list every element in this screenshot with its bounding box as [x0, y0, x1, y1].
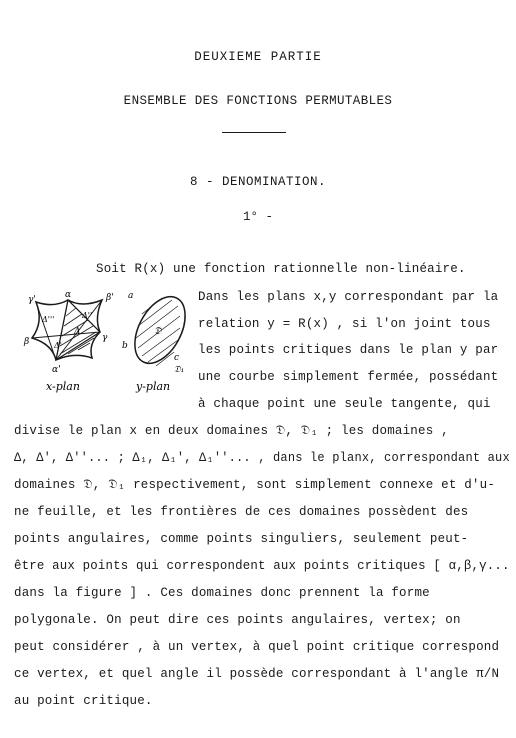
label-alpha-prime: α' [52, 365, 61, 375]
text-line-4: les points critiques dans le plan y par [198, 343, 499, 357]
text-line-10: ne feuille, et les frontières de ces domaines possèdent des [14, 505, 469, 519]
label-beta: β [24, 337, 30, 347]
text-line-14: polygonale. On peut dire ces points angulaires, vertex; on [14, 613, 461, 627]
text-line-7: divise le plan x en deux domaines 𝔇, 𝔇₁ ; les domaines , [14, 424, 449, 438]
section-heading: 8 - DENOMINATION. [189, 175, 327, 189]
label-delta-double: Δ'' [82, 311, 93, 320]
text-line-11: points angulaires, comme points singuliers, seulement peut- [14, 532, 469, 546]
text-line-3: relation y = R(x) , si l'on joint tous [198, 317, 491, 331]
label-c: c [174, 353, 180, 363]
y-plan-caption: y-plan [136, 380, 171, 393]
label-a: a [128, 291, 134, 301]
part-subtitle: ENSEMBLE DES FONCTIONS PERMUTABLES [123, 94, 393, 108]
label-gamma: γ [102, 333, 108, 343]
label-beta-prime: β' [106, 293, 114, 303]
text-line-5: une courbe simplement fermée, possédant [198, 370, 499, 384]
label-D1: 𝔇₁ [174, 365, 185, 375]
text-line-6: à chaque point une seule tangente, qui [198, 397, 491, 411]
title-underline [222, 132, 286, 133]
text-line-13: dans la figure ] . Ces domaines donc prennent la forme [14, 586, 430, 600]
text-line-8: Δ, Δ', Δ''... ; Δ₁, Δ₁', Δ₁''... , dans le planx, correspondant aux [14, 451, 510, 465]
text-line-15: peut considérer , à un vertex, à quel point critique correspond [14, 640, 500, 654]
text-line-1: Soit R(x) une fonction rationnelle non-linéaire. [96, 262, 466, 276]
figure-x-y-plan [16, 286, 198, 398]
text-line-16: ce vertex, et quel angle il possède correspondant à l'angle π/N [14, 667, 500, 681]
text-line-12: être aux points qui correspondent aux points critiques [ α,β,γ... [14, 559, 510, 573]
label-delta-triple: Δ''' [42, 315, 55, 324]
part-heading: DEUXIEME PARTIE [194, 50, 322, 64]
label-alpha: α [65, 290, 72, 300]
subsection-heading: 1° - [242, 210, 273, 224]
x-plan-caption: x-plan [46, 380, 80, 393]
label-b: b [122, 341, 128, 351]
label-delta-one-prime: Δ' [54, 341, 62, 350]
text-line-17: au point critique. [14, 694, 153, 708]
label-D: 𝔇 [154, 326, 162, 337]
text-line-2: Dans les plans x,y correspondant par la [198, 290, 499, 304]
x-plan-boundary [32, 300, 102, 360]
label-gamma-prime: γ' [28, 295, 36, 305]
label-delta: Δ [74, 327, 81, 337]
text-line-9: domaines 𝔇, 𝔇₁ respectivement, sont simplement connexe et d'u- [14, 478, 496, 492]
